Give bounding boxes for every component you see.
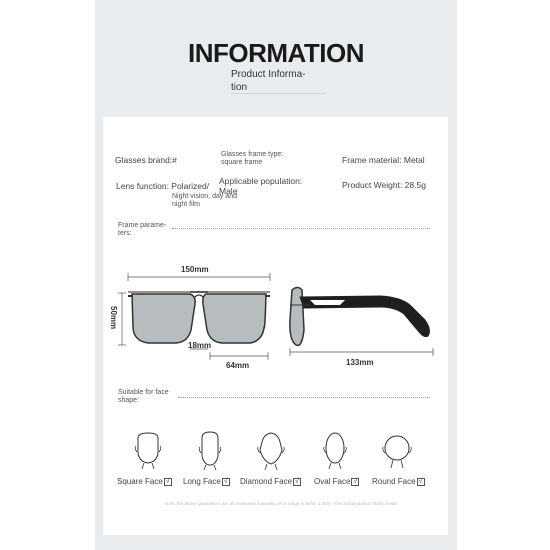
square-face-icon bbox=[135, 433, 161, 469]
frame-params-line-1: Frame parame- bbox=[118, 222, 167, 229]
face-label-diamond bbox=[240, 477, 301, 486]
lens-extra-line-2: night film bbox=[172, 201, 201, 208]
diamond-face-icon bbox=[258, 433, 285, 470]
oval-face-icon bbox=[324, 433, 347, 469]
round-face-icon bbox=[383, 436, 412, 468]
frame-type-line-1: Glasses frame type: bbox=[221, 151, 284, 158]
checkbox-icon: √ bbox=[417, 478, 425, 486]
temple-label: 133mm bbox=[346, 358, 374, 367]
face-label-text: Round Face bbox=[372, 477, 416, 486]
lens-extra-line-1: Night vision, day and bbox=[172, 193, 237, 200]
face-label-round bbox=[372, 477, 425, 486]
frame-params-line-2: ters: bbox=[118, 230, 132, 237]
checkbox-icon: √ bbox=[293, 478, 301, 486]
spec-lens-function: Lens function: Polarized/ bbox=[116, 181, 210, 191]
spec-weight: Product Weight: 28.5g bbox=[342, 180, 426, 190]
population-line-2: Male bbox=[219, 186, 238, 196]
face-label-long bbox=[183, 477, 230, 486]
lens-width-label: 64mm bbox=[226, 361, 250, 370]
frame-type-line-2: square frame bbox=[221, 159, 263, 166]
footnote: Note: the above parameters are all measured manually, error range is within 1-3mm. The actual product shall prevail. bbox=[165, 501, 398, 506]
checkbox-icon: √ bbox=[351, 478, 359, 486]
population-line-1: Applicable population: bbox=[219, 176, 303, 186]
face-label-text: Oval Face bbox=[314, 477, 351, 486]
checkbox-icon: √ bbox=[164, 478, 172, 486]
width-label: 150mm bbox=[181, 265, 209, 274]
subtitle-line-1: Product Informa- bbox=[231, 69, 306, 80]
spec-frame-material: Frame material: Metal bbox=[342, 155, 425, 165]
face-label-oval bbox=[314, 477, 359, 486]
page-title: INFORMATION bbox=[188, 38, 364, 68]
bridge-label: 18mm bbox=[188, 341, 212, 350]
face-label-square bbox=[117, 477, 172, 486]
face-label-text: Diamond Face bbox=[240, 477, 293, 486]
long-face-icon bbox=[199, 432, 221, 470]
face-shape-line-1: Suitable for face bbox=[118, 389, 169, 396]
face-label-text: Long Face bbox=[183, 477, 221, 486]
height-label: 50mm bbox=[109, 306, 118, 330]
face-label-text: Square Face bbox=[117, 477, 163, 486]
checkbox-icon: √ bbox=[222, 478, 230, 486]
subtitle-line-2: tion bbox=[231, 82, 248, 93]
face-shape-line-2: shape: bbox=[118, 397, 140, 404]
spec-brand: Glasses brand:# bbox=[115, 155, 177, 165]
